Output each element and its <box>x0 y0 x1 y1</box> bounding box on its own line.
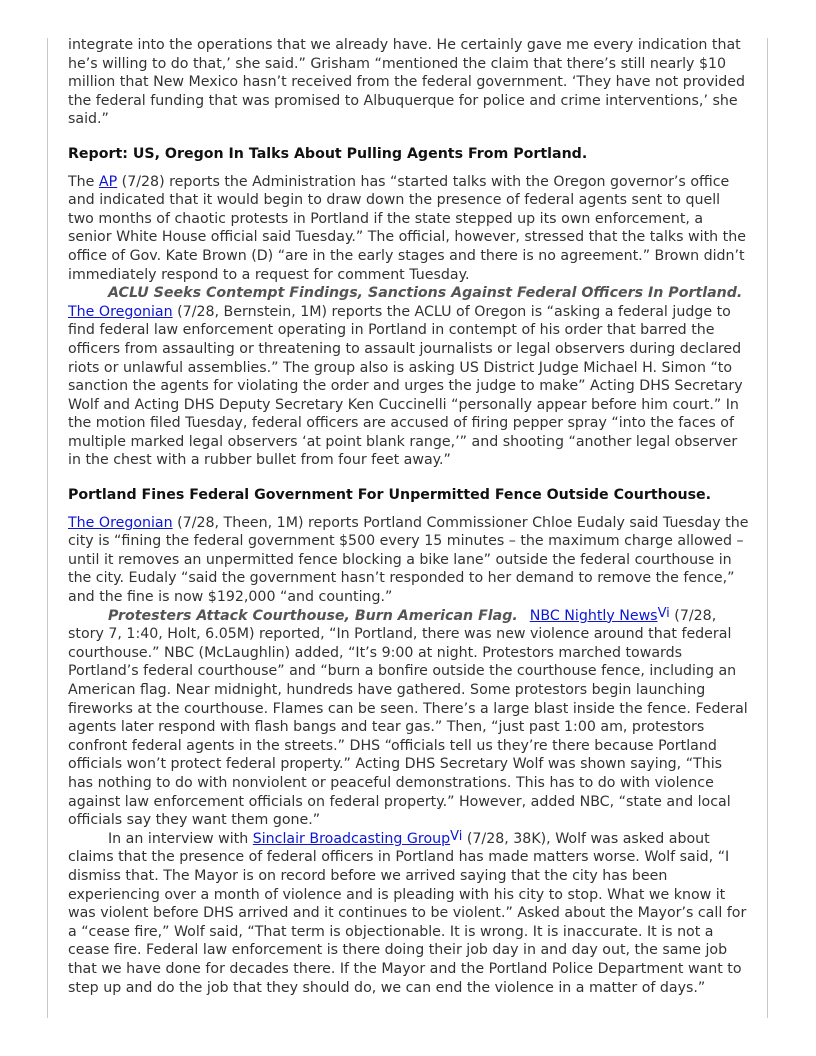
paragraph-text: (7/28, 38K), Wolf was asked about claims that the presence of federal officers in Portland has made matters worse. Wolf said, “I dismiss that. The Mayor is on record before we arrived saying that the city has been experiencing over a month of violence and is pleading with his city to stop. What we know it was violent before DHS arrived and it continues to be violent.” Asked about the Mayor’s call for a “cease fire,” Wolf said, “That term is objectionable. It is wrong. It is inaccurate. It is not a cease fire. Federal law enforcement is there doing their job day in and day out, the same job that we have done for decades there. If the Mayor and the Portland Police Department want to step up and do the job that they should do, we can end the violence in a matter of days.” <box>68 830 747 996</box>
article-heading-oregon-talks: Report: US, Oregon In Talks About Pulling Agents From Portland. <box>68 145 588 162</box>
article-courthouse-attack-paragraph <box>68 607 750 830</box>
paragraph-lead-text: The <box>68 173 99 190</box>
subhead-aclu-contempt: ACLU Seeks Contempt Findings, Sanctions Against Federal Officers In Portland. <box>108 285 743 302</box>
paragraph-text: (7/28, Bernstein, 1M) reports the ACLU of Oregon is “asking a federal judge to find federal law enforcement operating in Portland in contempt of his order that barred the officers from assaulting or threatening to assault journalists or legal observers during declared riots or unlawful assemblies.” The group also is asking US District Judge Michael H. Simon “to sanction the agents for violating the order and urges the judge to make” Acting DHS Secretary Wolf and Acting DHS Deputy Secretary Ken Cuccinelli “personally appear before him court.” In the motion filed Tuesday, federal officers are accused of firing pepper spray “into the faces of multiple marked legal observers ‘at point blank range,’” and shooting “another legal observer in the chest with a rubber bullet from four feet away.” <box>68 303 743 469</box>
oregonian-link-theen[interactable]: The Oregonian <box>68 514 173 531</box>
article-oregon-talks-paragraph <box>68 173 750 285</box>
intro-paragraph: integrate into the operations that we already have. He certainly gave me every indication that he’s willing to do that,’ she said.” Grisham “mentioned the claim that there’s still nearly $10 million that New Mexico hasn’t received from the federal government. ‘They have not provided the federal funding that was promised to Albuquerque for police and crime interventions,’ she said.” <box>68 37 746 128</box>
left-margin-rule <box>47 38 48 1018</box>
subhead-aclu-paragraph-lead <box>68 284 750 303</box>
article-sinclair-interview-paragraph <box>68 830 750 997</box>
document-body <box>68 36 750 997</box>
right-margin-rule <box>767 38 768 1018</box>
subhead-courthouse-attack: Protesters Attack Courthouse, Burn American Flag. <box>108 607 518 624</box>
video-indicator-icon[interactable]: Vi <box>657 605 670 621</box>
article-fence-fine-paragraph <box>68 514 750 607</box>
paragraph-lead-text: In an interview with <box>108 830 253 847</box>
article-aclu-paragraph <box>68 303 750 470</box>
article-heading-fence-fine: Portland Fines Federal Government For Unpermitted Fence Outside Courthouse. <box>68 487 712 504</box>
nbc-nightly-news-link[interactable]: NBC Nightly News <box>529 607 658 624</box>
ap-link[interactable]: AP <box>98 173 118 190</box>
oregonian-link-bernstein[interactable]: The Oregonian <box>68 303 173 320</box>
paragraph-text: (7/28, Theen, 1M) reports Portland Commissioner Chloe Eudaly said Tuesday the city is “fining the federal government $500 every 15 minutes – the maximum charge allowed – until it removes an unpermitted fence blocking a bike lane” outside the federal courthouse in the city. Eudaly “said the government hasn’t responded to her demand to remove the fence,” and the fine is now $192,000 “and counting.” <box>68 514 749 606</box>
sinclair-broadcasting-link[interactable]: Sinclair Broadcasting Group <box>252 830 451 847</box>
paragraph-text: (7/28, story 7, 1:40, Holt, 6.05M) reported, “In Portland, there was new violence around that federal courthouse.” NBC (McLaughlin) added, “It’s 9:00 at night. Protestors marched towards Portland’s federal courthouse” and “burn a bonfire outside the courthouse fence, including an American flag. Near midnight, hundreds have gathered. Some protestors begin launching fireworks at the courthouse. Flames can be seen. There’s a large blast inside the fence. Federal agents later respond with flash bangs and tear gas.” Then, “just past 1:00 am, protestors confront federal agents in the streets.” DHS “officials tell us they’re there because Portland officials won’t protect federal property.” Acting DHS Secretary Wolf was shown saying, “This has nothing to do with nonviolent or peaceful demonstrations. This has to do with violence against law enforcement officials on federal property.” However, added NBC, “state and local officials say they want them gone.” <box>68 607 748 829</box>
paragraph-text: (7/28) reports the Administration has “started talks with the Oregon governor’s office and indicated that it would begin to draw down the presence of federal agents sent to quell two months of chaotic protests in Portland if the state stepped up its own enforcement, a senior White House official said Tuesday.” The official, however, stressed that the talks with the office of Gov. Kate Brown (D) “are in the early stages and there is no agreement.” Brown didn’t immediately respond to a request for comment Tuesday. <box>68 173 746 283</box>
video-indicator-icon[interactable]: Vi <box>450 828 463 844</box>
